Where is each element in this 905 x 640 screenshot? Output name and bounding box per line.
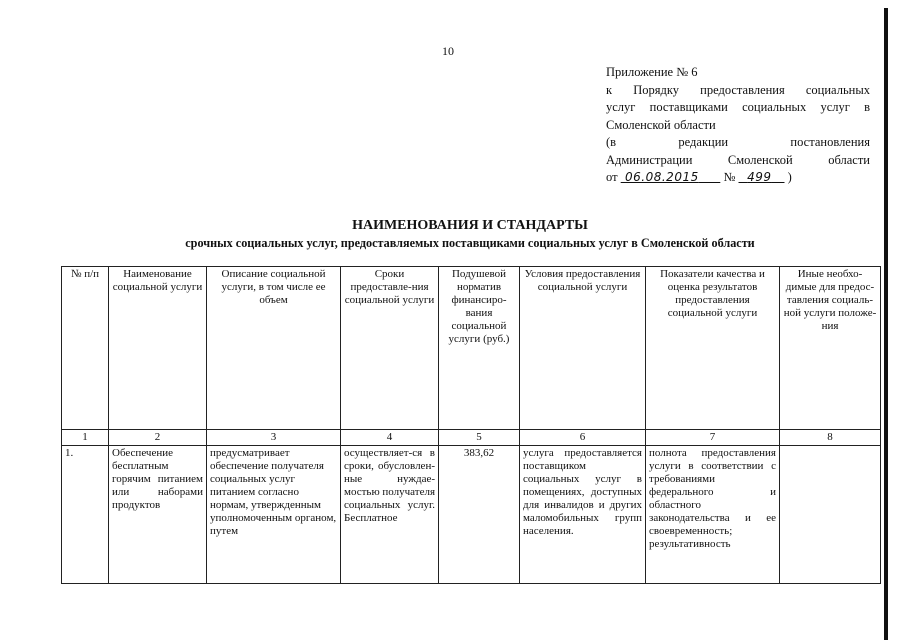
- service-quality: полнота предоставления услуги в соответствии с требованиями федерального и областного законодательства и ее своевременность; результативность: [646, 446, 780, 584]
- appendix-date-line: [606, 169, 870, 187]
- appendix-block: [606, 64, 870, 187]
- handwritten-number: 499: [747, 170, 772, 184]
- header-cell: Наименование социальной услуги: [109, 267, 207, 430]
- column-number-row: [62, 430, 881, 446]
- header-cell: Показатели качества и оценка результатов предоставления социальной услуги: [646, 267, 780, 430]
- row-number: 1.: [62, 446, 109, 584]
- header-cell: Сроки предоставле-ния социальной услуги: [341, 267, 439, 430]
- header-cell: Иные необхо-димые для предос-тавления социаль-ной услуги положе-ния: [780, 267, 881, 430]
- header-cell: № п/п: [62, 267, 109, 430]
- document-title: НАИМЕНОВАНИЯ И СТАНДАРТЫ: [352, 218, 588, 233]
- appendix-line: (в редакции постановления: [606, 135, 870, 149]
- column-number: 2: [109, 430, 207, 446]
- number-prefix: №: [723, 170, 736, 184]
- column-number: 8: [780, 430, 881, 446]
- service-normative: 383,62: [439, 446, 520, 584]
- appendix-line: к Порядку предоставления социальных: [606, 82, 870, 97]
- column-number: 4: [341, 430, 439, 446]
- date-prefix: от: [606, 170, 618, 184]
- service-conditions: услуга предоставляется поставщиком социальных услуг в помещениях, доступных для инвалидов и других маломобильных групп населения.: [520, 446, 646, 584]
- appendix-line: Смоленской области: [606, 117, 716, 132]
- service-description: предусматривает обеспечение получателя социальных услуг питанием согласно нормам, утвержденным уполномоченным органом, путем: [207, 446, 341, 584]
- handwritten-date: 06.08.2015: [625, 170, 699, 184]
- column-number: 7: [646, 430, 780, 446]
- standards-table: [61, 266, 881, 584]
- header-cell: Условия предоставления социальной услуги: [520, 267, 646, 430]
- appendix-line: Администрации Смоленской области: [606, 152, 870, 167]
- closing-paren: ): [787, 170, 792, 184]
- service-terms: осуществляет-ся в сроки, обусловлен-ные нуждае-мостью получателя социальных услуг. Бесплатное: [341, 446, 439, 584]
- service-name: Обеспечение бесплатным горячим питанием или наборами продуктов: [109, 446, 207, 584]
- header-cell: Описание социальной услуги, в том числе ее объем: [207, 267, 341, 430]
- column-number: 1: [62, 430, 109, 446]
- page-number: 10: [442, 44, 454, 58]
- table-header-row: [62, 267, 881, 430]
- header-cell: Подушевой норматив финансиро-вания социальной услуги (руб.): [439, 267, 520, 430]
- document-subtitle: срочных социальных услуг, предоставляемых поставщиками социальных услуг в Смоленской области: [185, 236, 755, 250]
- appendix-line: услуг поставщиками социальных услуг в: [606, 100, 870, 114]
- service-other: [780, 446, 881, 584]
- column-number: 6: [520, 430, 646, 446]
- table-row: [62, 446, 881, 584]
- column-number: 3: [207, 430, 341, 446]
- scan-edge-bar: [884, 8, 888, 640]
- column-number: 5: [439, 430, 520, 446]
- appendix-title: Приложение № 6: [606, 65, 698, 79]
